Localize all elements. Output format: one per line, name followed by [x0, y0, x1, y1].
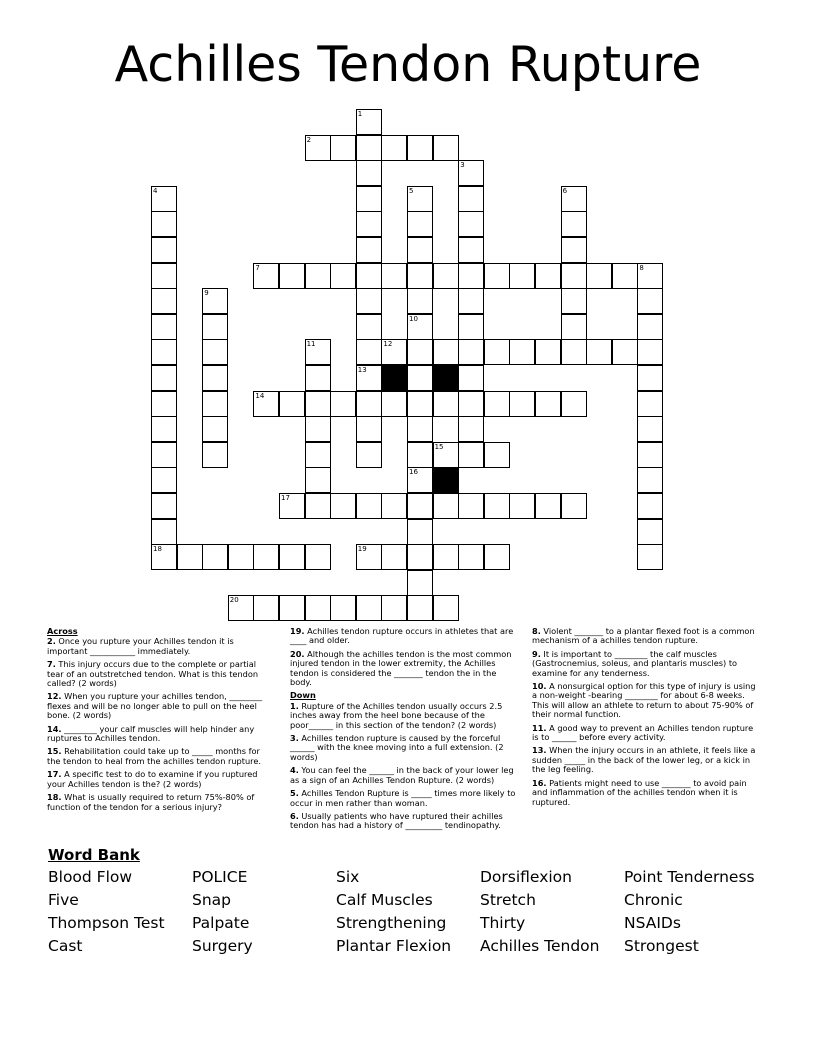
grid-cell[interactable] [151, 365, 177, 391]
down-heading: Down [290, 690, 316, 701]
grid-cell[interactable] [151, 442, 177, 468]
word-bank-item: Plantar Flexion [336, 937, 452, 955]
grid-cell[interactable] [305, 544, 331, 570]
clue-down-16: 16. Patients might need to use _______ to avoid pain and inflammation of the achilles tendon when it is ruptured. [532, 777, 747, 807]
grid-cell[interactable] [305, 416, 331, 442]
grid-cell[interactable] [253, 544, 279, 570]
grid-cell[interactable] [433, 595, 459, 621]
word-bank-item: Blood Flow [48, 868, 133, 886]
clue-down-9: 9. It is important to ________ the calf muscles (Gastrocnemius, soleus, and plantaris muscles) to examine for any tenderness. [532, 648, 738, 678]
word-bank-item: POLICE [192, 868, 248, 886]
grid-cell[interactable] [484, 339, 510, 365]
grid-cell[interactable] [458, 314, 484, 340]
grid-cell[interactable] [433, 339, 459, 365]
grid-cell[interactable] [356, 493, 382, 519]
grid-cell[interactable] [151, 186, 177, 212]
grid-cell[interactable] [253, 391, 279, 417]
grid-cell[interactable] [356, 263, 382, 289]
clue-down-3: 3. Achilles tendon rupture is caused by the forceful ______ with the knee moving into a full extension. (2 words) [290, 733, 504, 762]
grid-cell[interactable] [433, 391, 459, 417]
word-bank-item: Stretch [480, 891, 536, 909]
grid-cell[interactable] [535, 339, 561, 365]
grid-cell[interactable] [356, 416, 382, 442]
grid-block [433, 365, 459, 391]
grid-cell[interactable] [356, 442, 382, 468]
grid-cell[interactable] [407, 391, 433, 417]
grid-cell[interactable] [305, 135, 331, 161]
grid-cell[interactable] [356, 391, 382, 417]
word-bank-item: Six [336, 868, 360, 886]
cell-number: 18 [153, 545, 162, 554]
grid-cell[interactable] [561, 493, 587, 519]
grid-cell[interactable] [381, 595, 407, 621]
clue-down-13: 13. When the injury occurs in an athlete, it feels like a sudden _____ in the back of the lower leg, or a kick in the leg feeling. [532, 745, 756, 775]
clue-across-20: 20. Although the achilles tendon is the most common injured tendon in the lower extremity, the Achilles tendon is considered the _______ tendon the in the body. [290, 648, 512, 688]
grid-cell[interactable] [177, 544, 203, 570]
grid-cell[interactable] [279, 595, 305, 621]
word-bank-item: Thirty [480, 914, 526, 932]
clue-down-8: 8. Violent _______ to a plantar flexed foot is a common mechanism of a achilles tendon rupture. [532, 626, 755, 646]
grid-cell[interactable] [561, 263, 587, 289]
grid-cell[interactable] [458, 288, 484, 314]
grid-cell[interactable] [202, 288, 228, 314]
grid-cell[interactable] [637, 365, 663, 391]
grid-cell[interactable] [330, 595, 356, 621]
grid-cell[interactable] [151, 288, 177, 314]
grid-cell[interactable] [637, 467, 663, 493]
grid-cell[interactable] [509, 339, 535, 365]
grid-cell[interactable] [509, 391, 535, 417]
grid-cell[interactable] [356, 186, 382, 212]
grid-cell[interactable] [458, 416, 484, 442]
grid-cell[interactable] [151, 314, 177, 340]
grid-cell[interactable] [561, 237, 587, 263]
grid-cell[interactable] [637, 493, 663, 519]
grid-cell[interactable] [458, 365, 484, 391]
grid-cell[interactable] [407, 595, 433, 621]
cell-number: 15 [434, 442, 444, 451]
grid-cell[interactable] [305, 263, 331, 289]
grid-cell[interactable] [407, 211, 433, 237]
grid-cell[interactable] [305, 595, 331, 621]
grid-cell[interactable] [535, 391, 561, 417]
grid-cell[interactable] [458, 442, 484, 468]
cell-number: 13 [357, 366, 367, 374]
grid-cell[interactable] [305, 365, 331, 391]
grid-cell[interactable] [151, 211, 177, 237]
cell-number: 12 [383, 340, 393, 349]
word-bank-item: Five [48, 891, 79, 909]
grid-cell[interactable] [561, 314, 587, 340]
cell-number: 11 [306, 340, 316, 349]
grid-cell[interactable] [637, 263, 663, 289]
grid-cell[interactable] [458, 211, 484, 237]
grid-cell[interactable] [356, 211, 382, 237]
word-bank-item: Point Tenderness [624, 868, 755, 886]
word-bank-item: Calf Muscles [336, 891, 433, 909]
grid-cell[interactable] [637, 288, 663, 314]
grid-cell[interactable] [356, 595, 382, 621]
cell-number: 8 [639, 263, 644, 272]
grid-cell[interactable] [407, 314, 433, 340]
grid-cell[interactable] [407, 519, 433, 545]
grid-cell[interactable] [279, 493, 305, 519]
grid-cell[interactable] [305, 391, 331, 417]
cell-number: 16 [409, 468, 418, 477]
grid-cell[interactable] [484, 493, 510, 519]
grid-cell[interactable] [407, 416, 433, 442]
clue-across-14: 14. ________ your calf muscles will help hinder any ruptures to Achilles tendon. [47, 723, 255, 744]
grid-cell[interactable] [407, 365, 433, 391]
grid-cell[interactable] [279, 391, 305, 417]
grid-cell[interactable] [637, 544, 663, 570]
grid-cell[interactable] [151, 544, 177, 570]
grid-cell[interactable] [151, 237, 177, 263]
word-bank-title: Word Bank [48, 846, 140, 864]
cell-number: 7 [255, 263, 260, 272]
grid-cell[interactable] [407, 544, 433, 570]
across-heading: Across [47, 626, 78, 636]
cell-number: 2 [306, 135, 312, 144]
word-bank-item: Palpate [192, 914, 250, 932]
word-bank-item: Achilles Tendon [480, 937, 600, 955]
grid-cell[interactable] [305, 339, 331, 365]
grid-cell[interactable] [381, 339, 407, 365]
grid-block [381, 365, 407, 391]
grid-cell[interactable] [407, 186, 433, 212]
grid-cell[interactable] [202, 339, 228, 365]
grid-cell[interactable] [151, 263, 177, 289]
clues-section [47, 627, 777, 837]
clue-across-19: 19. Achilles tendon rupture occurs in athletes that are ____ and older. [290, 626, 514, 646]
clue-down-4: 4. You can feel the ______ in the back of your lower leg as a sign of an Achilles Tendon Rupture. (2 words) [290, 765, 514, 785]
grid-cell[interactable] [458, 493, 484, 519]
clue-down-1: 1. Rupture of the Achilles tendon usually occurs 2.5 inches away from the heel bone because of the poor______ in this section of the tendon? (2 words) [290, 700, 503, 730]
grid-cell[interactable] [433, 135, 459, 161]
grid-cell[interactable] [381, 135, 407, 161]
word-bank-item: Chronic [624, 891, 683, 909]
grid-cell[interactable] [356, 339, 382, 365]
grid-cell[interactable] [407, 467, 433, 493]
word-bank-item: Surgery [192, 937, 253, 955]
cell-number: 10 [409, 314, 418, 323]
grid-cell[interactable] [484, 442, 510, 468]
grid-cell[interactable] [433, 442, 459, 468]
grid-cell[interactable] [458, 186, 484, 212]
clue-across-7: 7. This injury occurs due to the complete or partial tear of an outstretched tendon. What is this tendon called? (2 words) [47, 659, 259, 689]
word-bank-item: Thompson Test [48, 914, 165, 932]
grid-block [433, 467, 459, 493]
grid-cell[interactable] [561, 391, 587, 417]
clue-down-11: 11. A good way to prevent an Achilles tendon rupture is to ______ before every activity. [532, 722, 754, 743]
grid-cell[interactable] [356, 288, 382, 314]
grid-cell[interactable] [509, 493, 535, 519]
cell-number: 14 [255, 391, 265, 400]
grid-cell[interactable] [330, 135, 356, 161]
grid-cell[interactable] [151, 391, 177, 417]
grid-cell[interactable] [535, 263, 561, 289]
grid-cell[interactable] [356, 314, 382, 340]
grid-cell[interactable] [151, 339, 177, 365]
grid-cell[interactable] [561, 288, 587, 314]
word-bank-item: Dorsiflexion [480, 868, 572, 886]
clue-across-15: 15. Rehabilitation could take up to _____ months for the tendon to heal from the achilles tendon rupture. [47, 746, 261, 766]
grid-cell[interactable] [407, 442, 433, 468]
grid-cell[interactable] [637, 391, 663, 417]
grid-cell[interactable] [305, 493, 331, 519]
grid-cell[interactable] [637, 416, 663, 442]
clue-across-2: 2. Once you rupture your Achilles tendon it is important ___________ immediately. [47, 636, 234, 656]
grid-cell[interactable] [612, 263, 638, 289]
grid-cell[interactable] [407, 493, 433, 519]
grid-cell[interactable] [253, 263, 279, 289]
clues-column-2 [290, 627, 518, 835]
grid-cell[interactable] [509, 263, 535, 289]
grid-cell[interactable] [637, 442, 663, 468]
grid-cell[interactable] [484, 544, 510, 570]
cell-number: 17 [281, 494, 290, 502]
grid-cell[interactable] [407, 237, 433, 263]
grid-cell[interactable] [612, 339, 638, 365]
grid-cell[interactable] [330, 391, 356, 417]
grid-cell[interactable] [151, 416, 177, 442]
grid-cell[interactable] [381, 493, 407, 519]
grid-cell[interactable] [381, 544, 407, 570]
grid-cell[interactable] [356, 160, 382, 186]
grid-cell[interactable] [279, 544, 305, 570]
grid-cell[interactable] [330, 263, 356, 289]
clues-column-1 [47, 627, 273, 816]
word-bank-item: Snap [192, 891, 231, 909]
grid-cell[interactable] [561, 186, 587, 212]
grid-cell[interactable] [202, 391, 228, 417]
clue-down-10: 10. A nonsurgical option for this type of injury is using a non-weight -bearing ________ for about 6-8 weeks. This will allow an athlete to return to about 75-90% of their normal function. [532, 681, 756, 720]
grid-cell[interactable] [458, 544, 484, 570]
grid-cell[interactable] [330, 493, 356, 519]
cell-number: 1 [357, 110, 363, 118]
grid-cell[interactable] [356, 365, 382, 391]
grid-cell[interactable] [356, 237, 382, 263]
cell-number: 5 [409, 186, 414, 195]
grid-cell[interactable] [356, 544, 382, 570]
grid-cell[interactable] [202, 442, 228, 468]
clue-across-18: 18. What is usually required to return 75%-80% of function of the tendon for a serious injury? [47, 792, 255, 812]
grid-cell[interactable] [561, 339, 587, 365]
cell-number: 9 [204, 289, 209, 298]
grid-cell[interactable] [407, 339, 433, 365]
grid-cell[interactable] [458, 263, 484, 289]
grid-cell[interactable] [407, 135, 433, 161]
grid-cell[interactable] [202, 416, 228, 442]
clue-down-6: 6. Usually patients who have ruptured their achilles tendon has had a history of _________ tendinopathy. [290, 810, 503, 831]
grid-cell[interactable] [433, 544, 459, 570]
grid-cell[interactable] [279, 263, 305, 289]
grid-cell[interactable] [151, 519, 177, 545]
grid-cell[interactable] [356, 135, 382, 161]
grid-cell[interactable] [381, 391, 407, 417]
grid-cell[interactable] [586, 263, 612, 289]
grid-cell[interactable] [637, 339, 663, 365]
grid-cell[interactable] [356, 109, 382, 135]
grid-cell[interactable] [202, 314, 228, 340]
clue-across-12: 12. When you rupture your achilles tendon, ________ flexes and will be no longer able to pull on the heel bone. (2 words) [47, 691, 263, 721]
grid-cell[interactable] [305, 442, 331, 468]
cell-number: 3 [460, 161, 465, 170]
grid-cell[interactable] [151, 493, 177, 519]
grid-cell[interactable] [484, 263, 510, 289]
grid-cell[interactable] [561, 211, 587, 237]
clue-across-17: 17. A specific test to do to examine if you ruptured your Achilles tendon is the? (2 words) [47, 769, 258, 789]
cell-number: 6 [562, 186, 568, 195]
grid-cell[interactable] [637, 519, 663, 545]
grid-cell[interactable] [458, 160, 484, 186]
grid-cell[interactable] [433, 493, 459, 519]
grid-cell[interactable] [637, 314, 663, 340]
grid-cell[interactable] [228, 544, 254, 570]
word-bank-item: Strengthening [336, 914, 447, 932]
grid-cell[interactable] [202, 365, 228, 391]
puzzle-title: Achilles Tendon Rupture [114, 36, 702, 93]
grid-cell[interactable] [305, 467, 331, 493]
word-bank-item: NSAIDs [624, 914, 681, 932]
grid-cell[interactable] [202, 544, 228, 570]
grid-cell[interactable] [407, 263, 433, 289]
grid-cell[interactable] [586, 339, 612, 365]
grid-cell[interactable] [458, 339, 484, 365]
clues-column-3 [532, 627, 760, 811]
grid-cell[interactable] [228, 595, 254, 621]
grid-cell[interactable] [407, 288, 433, 314]
grid-cell[interactable] [407, 570, 433, 596]
grid-cell[interactable] [458, 237, 484, 263]
grid-cell[interactable] [253, 595, 279, 621]
grid-cell[interactable] [381, 263, 407, 289]
grid-cell[interactable] [433, 263, 459, 289]
word-bank-item: Strongest [624, 937, 699, 955]
cell-number: 20 [229, 596, 239, 605]
word-bank [48, 866, 768, 958]
grid-cell[interactable] [484, 391, 510, 417]
clue-down-5: 5. Achilles Tendon Rupture is _____ times more likely to occur in men rather than woman. [290, 788, 516, 808]
word-bank-item: Cast [48, 937, 83, 955]
grid-cell[interactable] [458, 391, 484, 417]
cell-number: 4 [153, 186, 158, 195]
cell-number: 19 [357, 545, 367, 554]
grid-cell[interactable] [535, 493, 561, 519]
grid-cell[interactable] [151, 467, 177, 493]
